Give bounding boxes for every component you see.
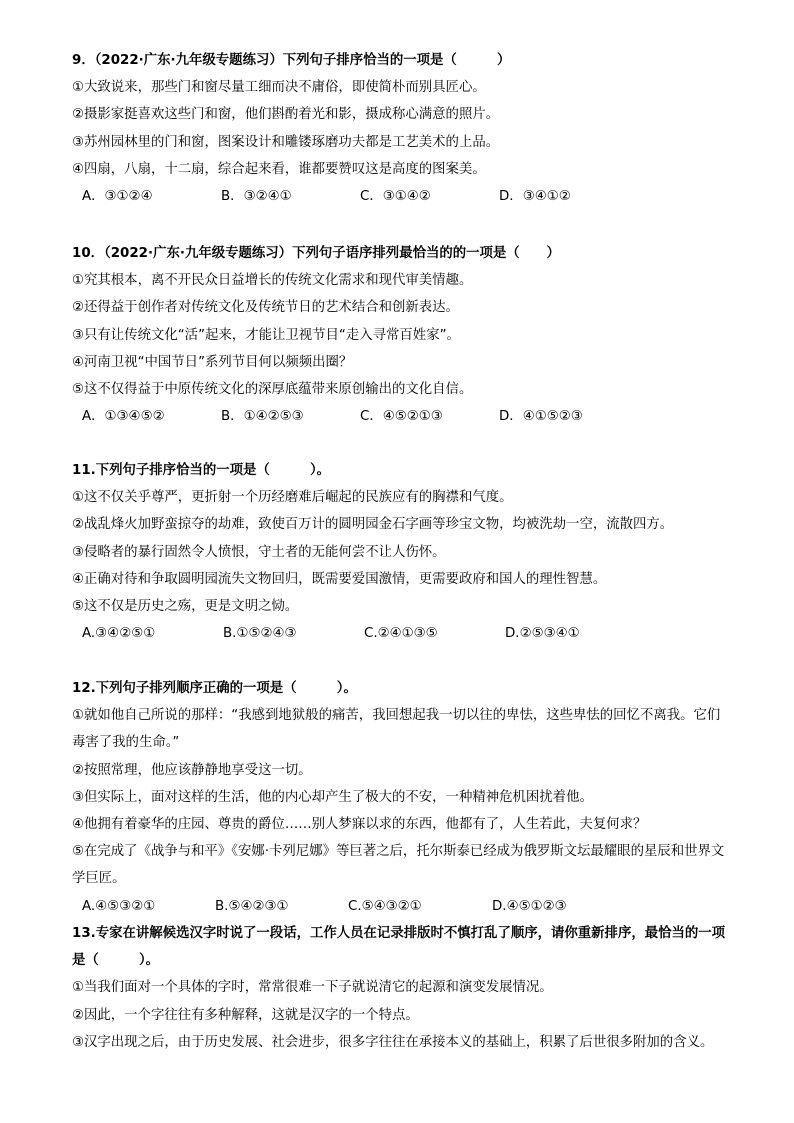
question-13 (72, 920, 732, 1056)
statement-1: ①究其根本，离不开民众日益增长的传统文化需求和现代审美情趣。 (72, 273, 473, 289)
statement-1: ①大致说来，那些门和窗尽量工细而决不庸俗，即使简朴而别具匠心。 (72, 80, 486, 96)
question-title: 12.下列句子排列顺序正确的一项是（ ）。 (72, 681, 357, 696)
statement-3: ③只有让传统文化“活”起来，才能让卫视节目“走入寻常百姓家”。 (72, 327, 460, 343)
statement-1: ①就如他自己所说的那样：“我感到地狱般的痛苦，我回想起我一切以往的卑怯，这些卑怯的回忆不离我。它们毒害了我的生命。” (72, 708, 721, 751)
option-c[interactable]: C.②④①③⑤ (364, 626, 438, 642)
question-title: 10．（2022·广东·九年级专题练习）下列句子语序排列最恰当的的一项是（ ） (72, 246, 560, 261)
statement-4: ④正确对待和争取圆明园流失文物回归，既需要爱国激情，更需要政府和国人的理性智慧。 (72, 571, 607, 587)
statement-4: ④河南卫视“中国节日”系列节目何以频频出圈？ (72, 354, 353, 370)
question-10 (72, 240, 732, 430)
statement-2: ②还得益于创作者对传统文化及传统节日的艺术结合和创新表达。 (72, 300, 459, 316)
option-c[interactable]: C．④⑤②①③ (360, 409, 443, 425)
answer-options (72, 183, 732, 210)
statement-2: ②按照常理，他应该静静地享受这一切。 (72, 762, 312, 778)
statement-1: ①这不仅关乎尊严，更折射一个历经磨难后崛起的民族应有的胸襟和气度。 (72, 490, 513, 506)
statement-4: ④四扇，八扇，十二扇，综合起来看，谁都要赞叹这是高度的图案美。 (72, 161, 486, 177)
question-title: 13.专家在讲解候选汉字时说了一段话，工作人员在记录排版时不慎打乱了顺序，请你重新排序，最恰当的一项是（ ）。 (72, 926, 726, 969)
option-b[interactable]: B．①④②⑤③ (221, 409, 304, 425)
option-b[interactable]: B.⑤④②③① (215, 898, 289, 914)
option-a[interactable]: A．③①②④ (82, 188, 153, 204)
option-a[interactable]: A.④⑤③②① (82, 898, 156, 914)
option-d[interactable]: D.④⑤①②③ (492, 898, 567, 914)
statement-2: ②战乱烽火加野蛮掠夺的劫难，致使百万计的圆明园金石字画等珍宝文物，均被洗劫一空，流散四方。 (72, 517, 674, 533)
statement-5: ⑤这不仅得益于中原传统文化的深厚底蕴带来原创输出的文化自信。 (72, 381, 473, 397)
statement-2: ②摄影家挺喜欢这些门和窗，他们斟酌着光和影，摄成称心满意的照片。 (72, 107, 500, 123)
statement-5: ⑤在完成了《战争与和平》《安娜·卡列尼娜》等巨著之后，托尔斯泰已经成为俄罗斯文坛最耀眼的星辰和世界文学巨匠。 (72, 844, 725, 887)
answer-options (72, 893, 732, 920)
option-b[interactable]: B.①⑤②④③ (223, 626, 297, 642)
option-d[interactable]: D．③④①② (499, 188, 571, 204)
question-9 (72, 47, 732, 210)
statement-4: ④他拥有着豪华的庄园、尊贵的爵位……别人梦寐以求的东西，他都有了，人生若此，夫复何求？ (72, 816, 647, 832)
statement-2: ②因此，一个字往往有多种解释，这就是汉字的一个特点。 (72, 1007, 419, 1023)
option-b[interactable]: B．③②④① (221, 188, 292, 204)
option-c[interactable]: C.⑤④③②① (348, 898, 422, 914)
option-a[interactable]: A．①③④⑤② (82, 409, 165, 425)
statement-1: ①当我们面对一个具体的字时，常常很难一下子就说清它的起源和演变发展情况。 (72, 980, 553, 996)
answer-options (72, 403, 732, 430)
question-12 (72, 675, 732, 920)
statement-5: ⑤这不仅是历史之殇，更是文明之恸。 (72, 598, 299, 614)
statement-3: ③汉字出现之后，由于历史发展、社会进步，很多字往往在承接本义的基础上，积累了后世很多附加的含义。 (72, 1034, 714, 1050)
option-a[interactable]: A.③④②⑤① (82, 626, 156, 642)
question-title: 11.下列句子排序恰当的一项是（ ）。 (72, 463, 331, 478)
question-title: 9．（2022·广东·九年级专题练习）下列句子排序恰当的一项是（ ） (72, 53, 511, 68)
question-11 (72, 457, 732, 647)
statement-3: ③侵略者的暴行固然令人愤恨，守土者的无能何尝不让人伤怀。 (72, 544, 446, 560)
statement-3: ③苏州园林里的门和窗，图案设计和雕镂琢磨功夫都是工艺美术的上品。 (72, 134, 500, 150)
statement-3: ③但实际上，面对这样的生活，他的内心却产生了极大的不安，一种精神危机困扰着他。 (72, 789, 593, 805)
answer-options (72, 620, 732, 647)
option-c[interactable]: C．③①④② (360, 188, 431, 204)
option-d[interactable]: D．④①⑤②③ (499, 409, 583, 425)
option-d[interactable]: D.②⑤③④① (505, 626, 580, 642)
